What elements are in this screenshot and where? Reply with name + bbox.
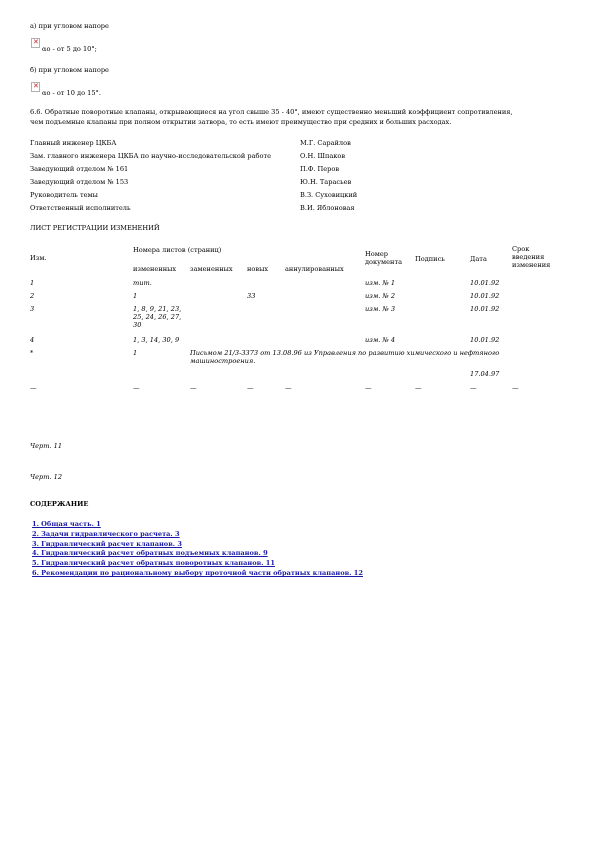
table-cell-changed: 30: [133, 321, 142, 329]
signature-role: Зам. главного инженера ЦКБА по научно-исследовательской работе: [30, 152, 272, 160]
signature-name: В.И. Яблоновая: [300, 204, 355, 212]
table-cell-izm: 4: [30, 336, 35, 344]
table-cell-changed: 25, 24, 26, 27,: [133, 313, 182, 321]
para-66-line2: чем подъемные клапаны при полном открытии затвора, то есть имеют преимущество при средних и больших расходах.: [30, 118, 452, 126]
col-header-sheets: Номера листов (страниц): [133, 246, 222, 254]
table-cell-izm: 3: [30, 305, 35, 313]
figure-caption: Черт. 12: [30, 473, 63, 481]
col-header-izm: Изм.: [30, 254, 47, 262]
para-a: а) при угловом напоре: [30, 22, 109, 30]
toc-link[interactable]: 3. Гидравлический расчет клапанов. 3: [32, 540, 182, 548]
col-header-doc: Номер: [365, 250, 388, 258]
col-header-deadline: изменения: [512, 261, 551, 269]
signature-name: М.Г. Сарайлов: [300, 139, 351, 147]
table-cell-note: Письмом 21/3-3373 от 13.08.96 из Управления по развитию химического и нефтяного: [190, 349, 500, 357]
table-cell-izm: *: [30, 349, 34, 357]
signature-name: О.Н. Шпаков: [300, 152, 346, 160]
para-b: б) при угловом напоре: [30, 66, 109, 74]
formula-a: αо - от 5 до 10°;: [42, 45, 97, 53]
signature-role: Ответственный исполнитель: [30, 204, 131, 212]
table-cell-date: 10.01.92: [470, 305, 500, 313]
toc-link[interactable]: 4. Гидравлический расчет обратных подъемных клапанов. 9: [32, 549, 268, 557]
signature-role: Главный инженер ЦКБА: [30, 139, 117, 147]
col-header-new: новых: [247, 265, 269, 273]
toc-link[interactable]: 1. Общая часть. 1: [32, 520, 101, 528]
toc-link[interactable]: 2. Задачи гидравлического расчета. 3: [32, 530, 180, 538]
table-cell-dash: —: [133, 384, 140, 392]
table-cell-date: 10.01.92: [470, 336, 500, 344]
table-cell-changed: 1: [133, 292, 138, 300]
table-cell-doc: изм. № 3: [365, 305, 396, 313]
para-66-line1: 6.6. Обратные поворотные клапаны, открывающиеся на угол свыше 35 - 40°, имеют существенно меньший коэффициент сопротивления,: [30, 108, 513, 116]
col-header-changed: измененных: [133, 265, 177, 273]
table-cell-date: 10.01.92: [470, 279, 500, 287]
col-header-date: Дата: [470, 255, 487, 263]
table-cell-changed: 1: [133, 349, 138, 357]
table-cell-date: 10.01.92: [470, 292, 500, 300]
table-cell-dash: —: [415, 384, 422, 392]
col-header-sign: Подпись: [415, 255, 445, 263]
table-cell-izm: 1: [30, 279, 35, 287]
table-cell-dash: —: [512, 384, 519, 392]
table-cell-dash: —: [190, 384, 197, 392]
table-cell-dash: —: [470, 384, 477, 392]
signature-role: Заведующий отделом № 153: [30, 178, 129, 186]
reg-title: ЛИСТ РЕГИСТРАЦИИ ИЗМЕНЕНИЙ: [30, 224, 160, 232]
table-cell-date: 17.04.97: [470, 370, 500, 378]
toc-title: СОДЕРЖАНИЕ: [30, 500, 89, 508]
table-cell-dash: —: [285, 384, 292, 392]
signature-name: Ю.Н. Тарасьев: [300, 178, 352, 186]
broken-image-icon: [31, 38, 40, 48]
col-header-annulled: аннулированных: [285, 265, 344, 273]
table-cell-changed: 1, 3, 14, 30, 9: [133, 336, 180, 344]
signature-name: П.Ф. Перов: [300, 165, 340, 173]
col-header-doc: документа: [365, 258, 403, 266]
col-header-deadline: введения: [512, 253, 545, 261]
formula-b: αо - от 10 до 15°.: [42, 89, 101, 97]
table-cell-doc: изм. № 2: [365, 292, 396, 300]
col-header-replaced: замененных: [190, 265, 233, 273]
table-cell-izm: 2: [30, 292, 35, 300]
table-cell-note: машиностроения.: [190, 357, 256, 365]
toc-link[interactable]: 5. Гидравлический расчет обратных поворотных клапанов. 11: [32, 559, 275, 567]
broken-image-icon: [31, 82, 40, 92]
signature-role: Заведующий отделом № 161: [30, 165, 129, 173]
table-cell-changed: 1, 8, 9, 21, 23,: [133, 305, 182, 313]
table-cell-doc: изм. № 1: [365, 279, 396, 287]
col-header-deadline: Срок: [512, 245, 530, 253]
table-cell-doc: изм. № 4: [365, 336, 396, 344]
signature-role: Руководитель темы: [30, 191, 98, 199]
table-cell-dash: —: [30, 384, 37, 392]
signature-name: В.З. Суховицкий: [300, 191, 358, 199]
table-cell-dash: —: [247, 384, 254, 392]
table-cell-new: 33: [247, 292, 256, 300]
toc-link[interactable]: 6. Рекомендации по рациональному выбору проточной части обратных клапанов. 12: [32, 569, 363, 577]
figure-caption: Черт. 11: [30, 442, 63, 450]
table-cell-changed: тит.: [133, 279, 152, 287]
table-cell-dash: —: [365, 384, 372, 392]
